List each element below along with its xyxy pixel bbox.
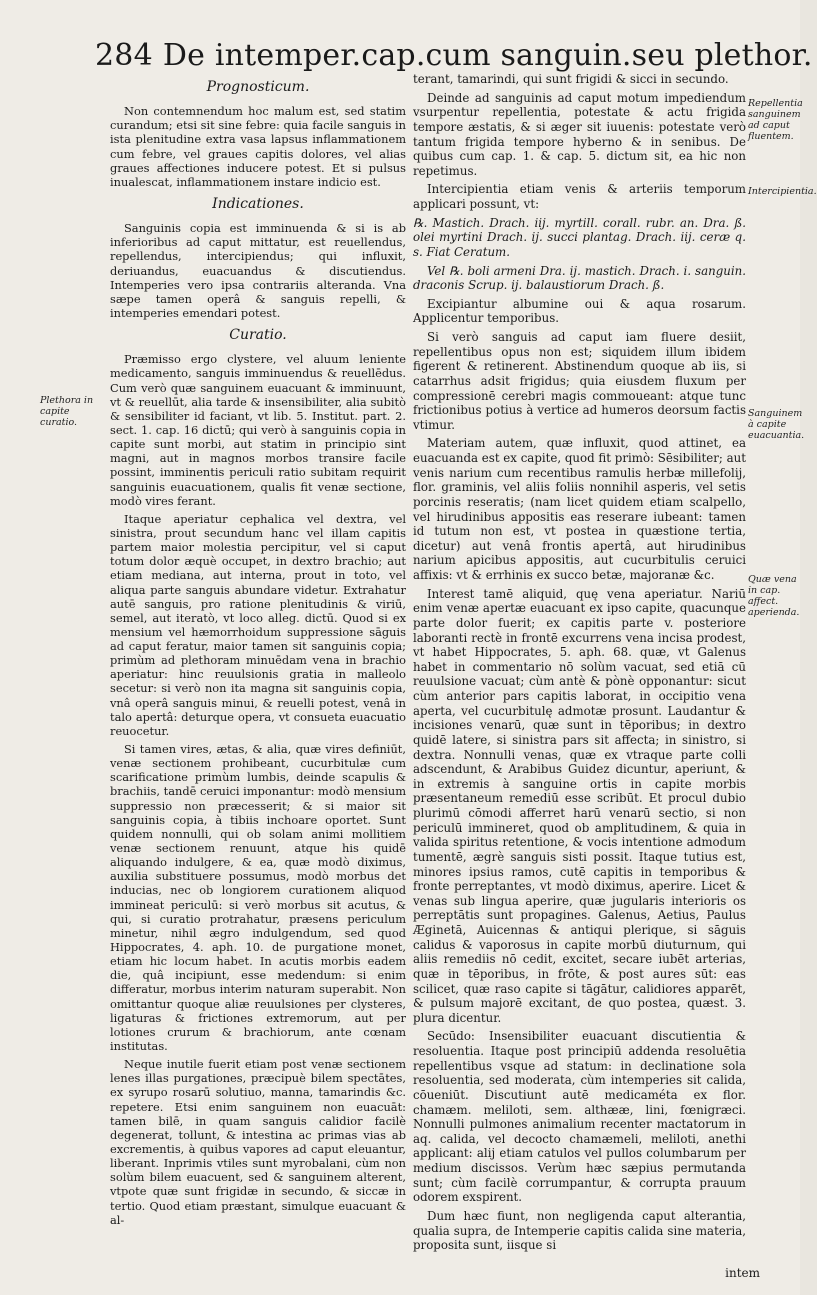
paragraph: Deinde ad sanguinis ad caput motum impediendum vsurpentur repellentia, potestate & actu frigida tempore æstatis, & si æger sit iuuenis: potestate verò tantum frigida tempore hyberno & in senibus. De quibus cum cap. 1. & cap. 5. dictum sit, ea hic non repetimus. [413,90,746,178]
right-column [413,72,746,1257]
margin-note-plethora: Plethora in capite curatio. [40,395,94,428]
paragraph: Non contemnendum hoc malum est, sed statim curandum; etsi sit sine febre: quia facile sanguis in ista plenitudine extra vasa lapsus inflammationem cum febre, vel graues capitis dolores, vel alias graues affectiones inducere potest. Et si pulsus inualescat, inflammationem instare indicio est. [110,104,406,189]
paragraph: Si verò sanguis ad caput iam fluere desiit, repellentibus opus non est; siquidem illum ibidem figerent & retinerent. Abstinendum quoque ab iis, si catarrhus adsit frigidus; quia eiusdem fluxum per compressionē cerebri magis commoueant: atque tunc frictionibus potius à vertice ad humeros deorsum factis vtimur. [413,330,746,432]
margin-note-repellentia: Repellentia sanguinem ad caput fluentem. [748,98,803,142]
margin-note-sanguinem: Sanguinem à capite euacuantia. [748,408,805,441]
paragraph: Secūdo: Insensibiliter euacuant discutientia & resoluentia. Itaque post principiū addenda resoluētia repellentibus vsque ad statum: in declinatione sola resoluentia, sed moderata, cùm intemperies sit calida, cōueniūt. Discutiunt autē medicaméta ex flor. chamæm. meliloti, sem. althææ, lini, fœnigræci. Nonnulli pulmones animalium recenter mactatorum in aq. calida, vel decocto chamæmeli, meliloti, anethi applicant: alij etiam catulos vel pullos columbarum per medium discissos. Verùm hæc sæpius permutanda sunt; cùm facilè corrumpantur, & corrupta prauum odorem exspirent. [413,1029,746,1205]
running-header [95,38,813,73]
paragraph: Itaque aperiatur cephalica vel dextra, vel sinistra, prout secundum hanc vel illam capitis partem maior molestia percipitur, vel si caput totum dolor æquè occupet, in dextro brachio; aut etiam mediana, aut interna, prout in toto, vel aliqua parte sanguis abundare videtur. Extrahatur autē sanguis, pro ratione plenitudinis & viriū, semel, aut iteratò, vt loco alleg. dictū. Quod si ex mensium vel hæmorrhoidum suppressione sāguis ad caput feratur, maior tamen sit sanguinis copia; primùm ad plethoram minuēdam vena in brachio aperiatur: hinc reuulsionis gratia in malleolo secetur: si verò non ita magna sit sanguinis copia, vnâ operâ sanguis minui, & reuelli potest, venâ in talo apertâ: deturque opera, vt consueta euacuatio reuocetur. [110,511,406,738]
recipe-1: ℞. Mastich. Drach. iij. myrtill. corall. rubr. an. Dra. ß. olei myrtini Drach. ij. succi plantag. Drach. iij. ceræ q. s. Fiat Ceratum. [413,215,746,259]
paragraph: terant, tamarindi, qui sunt frigidi & sicci in secundo. [413,72,729,86]
page-number: 284 [95,38,153,73]
paragraph: Neque inutile fuerit etiam post venæ sectionem lenes illas purgationes, præcipuè bilem spectātes, ex syrupo rosarū solutiuo, manna, tamarindis &c. repetere. Etsi enim sanguinem non euacuāt: tamen bilē, in quam sanguis calidior facilè degenerat, tollunt, & intestina ac primas vias ab excrementis, à quibus vapores ad caput eleuantur, liberant. Inprimis vtiles sunt myrobalani, cùm non solùm bilem euacuent, sed & sanguinem alterent, vtpote quæ sunt frigidæ in secundo, & siccæ in tertio. Quod etiam præstant, simulque euacuant & al- [110,1057,406,1227]
paragraph: Materiam autem, quæ influxit, quod attinet, ea euacuanda est ex capite, quod fit primò: Sēsibiliter; aut venis narium cum recentibus ramulis herbæ millefolij, flor. graminis, vel aliis foliis nonnihil asperis, vel setis porcinis reseratis; (nam licet quidem etiam scalpello, vel hirudinibus appositis eas reserare iubeant: tamen id tutum non est, vt postea in quæstione tertia, dicetur) aut venâ frontis apertâ, aut hirudinibus narium apicibus appositis, aut cucurbitulis ceruici affixis: vt & errhinis ex succo betæ, majoranæ &c. [413,436,746,582]
running-title: De intemper.cap.cum sanguin.seu plethor. [162,38,813,73]
paragraph: Excipiantur albumine oui & aqua rosarum. Applicentur temporibus. [413,296,746,326]
catchword: intem [725,1266,760,1280]
paragraph: Dum hæc fiunt, non negligenda caput alterantia, qualia supra, de Intemperie capitis calida sine materia, proposita sunt, iisque si [413,1208,746,1253]
heading-prognosticum: Prognosticum. [206,79,310,95]
margin-note-quae-vena: Quæ vena in cap. affect. aperienda. [748,574,800,618]
recipe-2: Vel ℞. boli armeni Dra. ij. mastich. Drach. i. sanguin. draconis Scrup. ij. balaustiorum Drach. ß. [413,263,746,293]
paragraph: Interest tamē aliquid, quę vena aperiatur. Nariū enim venæ apertæ euacuant ex ipso capite, quacunque parte dolor fuerit; ex capitis parte v. posteriore laboranti rectè in frontē excurrens vena incisa prodest, vt habet Hippocrates, 5. aph. 68. quæ, vt Galenus habet in commentario nō solùm vacuat, sed etiā cū reuulsione vacuat; cùm antè & pònè opponantur: sicut cùm anterior pars capitis laborat, in occipitio vena aperta, vel cucurbitulę admotæ prosunt. Laudantur & incisiones venarū, quæ sunt in tēporibus; in dextro quidē latere, si sinistra pars sit affecta; in sinistro, si dextra. Nonnulli venas, quæ ex vtraque parte colli adscendunt, & Arabibus Guidez dicuntur, aperiunt, & in extremis à sanguine ortis in capite morbis præsentaneum remediū esse scribūt. Et procul dubio plurimū cōmodi afferret harū venarū sectio, si non periculū immineret, quod ob amplitudinem, & quia in valida spiritus retentione, & vocis intentione admodum tumentē, ægrè sanguis sisti possit. Itaque tutius est, minores ipsius ramos, cutē capitis in temporibus & fronte perreptantes, vt modò diximus, aperire. Licet & venas sub lingua aperire, quæ jugularis interioris os perreptātis sunt propagines. Galenus, Aetius, Paulus Æginetā, Auicennas & antiqui plerique, si sāguis calidus & vaporosus in capite morbū diuturnum, qui aliis remediis nō cedit, excitet, secare iubēt arterias, quæ in tēporibus, in frōte, & post aures sūt: eas scilicet, quæ raso capite si tāgātur, calidiores apparēt, & pulsum majorē excitant, de quo postea, quæst. 3. plura dicentur. [413,586,746,1025]
heading-indicationes: Indicationes. [212,195,304,212]
left-column [110,72,406,1231]
margin-note-intercipientia: Intercipientia. [748,186,817,197]
paragraph: Si tamen vires, ætas, & alia, quæ vires definiūt, venæ sectionem prohibeant, cucurbitulæ cum scarificatione primùm lumbis, deinde scapulis & brachiis, tandē ceruici imponantur: modò mensium suppressio non præcesserit; & si maior sit sanguinis copia, à tibiis inchoare oportet. Sunt quidem nonnulli, qui ob solam animi mollitiem venæ sectionem renuunt, atque his quidē aliquando indulgere, & ea, quæ modò diximus, auxilia substituere possumus, modò morbus det inducias, nec ob longiorem curationem aliquod immineat periculū: si verò morbus sit acutus, & qui, si curatio protrahatur, præsens periculum minetur, nihil ægro indulgendum, sed quod Hippocrates, 4. aph. 10. de purgatione monet, etiam hic locum habet. In acutis morbis eadem die, quâ incipiunt, esse medendum: si enim differatur, morbus interim naturam superabit. Non omittantur quoque aliæ reuulsiones per clysteres, ligaturas & frictiones extremorum, aut per lotiones crurum & brachiorum, ante cœnam institutas. [110,742,406,1053]
paragraph: Intercipientia etiam venis & arteriis temporum applicari possunt, vt: [413,182,746,211]
heading-curatio: Curatio. [229,327,287,344]
paragraph: Præmisso ergo clystere, vel aluum leniente medicamento, sanguis imminuendus & reuellēdus. Cum verò quæ sanguinem euacuant & imminuunt, vt & reuellūt, alia tarde & insensibiliter, alia subitò & sensibiliter id faciant, vt lib. 5. Institut. part. 2. sect. 1. cap. 16 dictū; qui verò à sanguinis copia in capite sunt morbi, aut statim in principio sint magni, aut in magnos morbos transire facile possint, imminentis periculi ratio subitam requirit sanguinis euacuationem, qualis fit venæ sectione, modò vires ferant. [110,352,406,508]
paragraph: Sanguinis copia est imminuenda & si is ab inferioribus ad caput mittatur, est reuellendus, repellendus, intercipiendus; qui influxit, deriuandus, euacuandus & discutiendus. Intemperies vero ipsa contrariis alteranda. Vna sæpe tamen operâ & sanguis repelli, & intemperies emendari potest. [110,221,406,320]
